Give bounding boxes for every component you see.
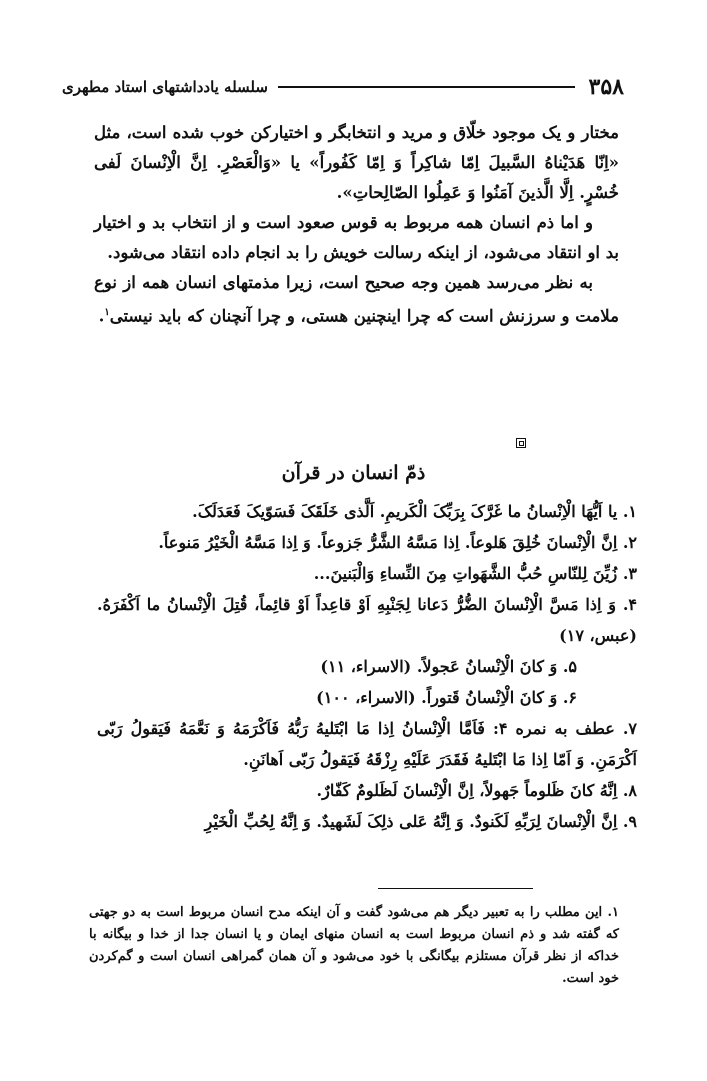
list-item: ۴. وَ اِذا مَسَّ الْاِنْسانَ الضُّرُّ دَعانا لِجَنْبِهِ اَوْ قاعِداً اَوْ قائِماً، قُتِلَ الْاِنْسانُ ما اَکْفَرَهُ. (عبس، ۱۷) <box>97 595 637 645</box>
paragraph-3 <box>94 268 619 332</box>
verse-list <box>97 496 637 837</box>
list-item: ۹. اِنَّ الْاِنْسانَ لِرَبِّهِ لَکَنودٌ. وَ اِنَّهُ عَلی ذلِکَ لَشَهیدٌ. وَ اِنَّهُ لِحُبِّ الْخَیْرِ <box>204 812 637 831</box>
footnote-reference: ۱ <box>104 307 110 318</box>
paragraph-2: و اما ذم انسان همه مربوط به قوس صعود است و از انتخاب بد و اختیار بد او انتقاد می‌شود، از اینکه رسالت خویش را بد انجام داده انتقاد می‌شود. <box>94 213 619 262</box>
list-item: ۶. وَ کانَ الْاِنْسانُ قَتوراً. (الاسراء، ۱۰۰) <box>316 688 577 707</box>
paragraph-3-text: به نظر می‌رسد همین وجه صحیح است، زیرا مذمتهای انسان همه از نوع ملامت و سرزنش است که چرا اینچنین هستی، و چرا آنچنان که باید نیستی <box>94 273 619 326</box>
list-item: ۷. عطف به نمره ۴: فَاَمَّا الْاِنْسانُ اِذا مَا ابْتَلیهُ رَبُّهُ فَاَکْرَمَهُ وَ نَعَّمَهُ فَیَقولُ رَبّی اَکْرَمَنِ. وَ اَمّا اِذا مَا ابْتَلیهُ فَقَدَرَ عَلَیْهِ رِزْقَهُ فَیَقولُ رَبّی اَهانَنِ. <box>97 719 638 769</box>
list-item: ۵. وَ کانَ الْاِنْسانُ عَجولاً. (الاسراء، ۱۱) <box>320 657 577 676</box>
page-number: ۳۵۸ <box>588 74 624 100</box>
paragraph-1: مختار و یک موجود خلّاق و مرید و انتخابگر و اختیارکن خوب شده است، مثل «اِنّا هَدَیْناهُ السَّبیلَ اِمّا شاکِراً وَ اِمّا کَفُوراً» یا «وَالْعَصْرِ. اِنَّ الْاِنْسانَ لَفی خُسْرٍ. اِلَّا الَّذینَ آمَنُوا وَ عَمِلُوا الصّالِحاتِ». <box>94 123 619 202</box>
list-item: ۲. اِنَّ الْاِنْسانَ خُلِقَ هَلوعاً. اِذا مَسَّهُ الشَّرُّ جَزوعاً. وَ اِذا مَسَّهُ الْخَیْرُ مَنوعاً. <box>158 533 637 552</box>
footnote-rule <box>378 888 533 889</box>
list-item: ۱. یا اَیُّهَا الْاِنْسانُ ما غَرَّکَ بِرَبِّکَ الْکَریمِ. اَلَّذی خَلَقَکَ فَسَوّیکَ فَعَدَلَکَ. <box>192 502 637 521</box>
section-title: ذمّ انسان در قرآن <box>281 462 426 484</box>
footnote: ۱. این مطلب را به تعبیر دیگر هم می‌شود گفت و آن اینکه مدح انسان مربوط است به دو جهتی که گفته شد و ذم انسان مربوط است به انسان منهای ایمان و یا انسان جدا از خدا و بیگانه با خداکه از نظر قرآن مستلزم بیگانگی با خود می‌شود و آن همان گمراهی انسان است و گم‌کردن خود است. <box>89 905 619 986</box>
list-item: ۸. اِنَّهُ کانَ ظَلوماً جَهولاً، اِنَّ الْاِنْسانَ لَظَلومٌ کَفّارٌ. <box>316 781 637 800</box>
list-item: ۳. زُیِّنَ لِلنّاسِ حُبُّ الشَّهَواتِ مِنَ النِّساءِ وَالْبَنینَ... <box>313 564 637 583</box>
page-header <box>62 72 624 102</box>
header-rule <box>278 86 575 88</box>
running-title: سلسله یادداشتهای استاد مطهری <box>62 78 268 96</box>
paragraph-3-end: . <box>98 306 105 326</box>
section-end-mark-icon <box>516 438 526 448</box>
body-text <box>94 118 619 332</box>
